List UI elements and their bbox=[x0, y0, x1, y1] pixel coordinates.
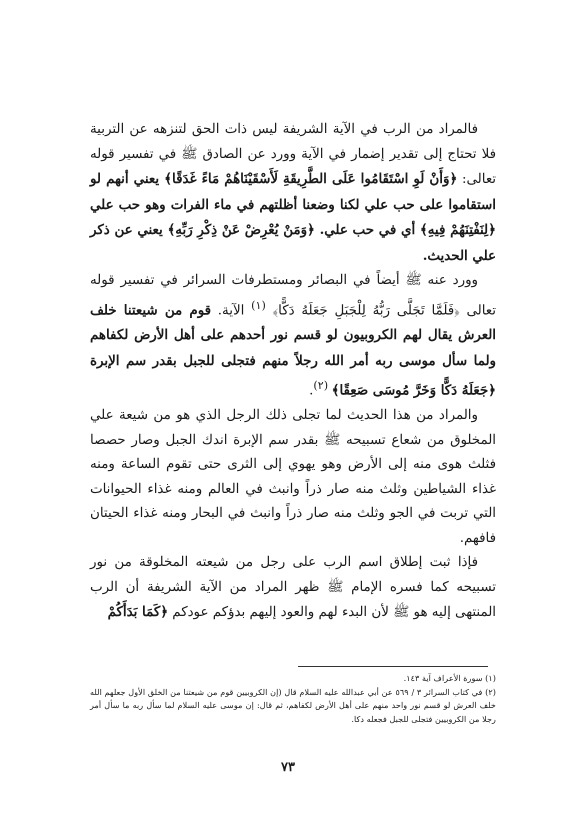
paragraph-4-bold: ﴿كَمَا بَدَأَكُمْ bbox=[107, 604, 169, 621]
footnote-2: (٢) في كتاب السرائر ٣ / ٥٦٩ عن أبي عبدالله عليه السلام قال (إن الكروبيين قوم من شيعتنا من الخلق الأول جعلهم الله خلف العرش لو قسم نور واحد منهم على أهل الأرض لكفاهم، ثم قال: إن موسى عليه السلام لما سأل ربه ما سأل أمر رجلا من الكروبيين فتجلى للجبل فجعله دكا. bbox=[90, 686, 496, 724]
footnote-ref-1: (١) bbox=[251, 298, 266, 312]
paragraph-2-end: . bbox=[309, 383, 314, 399]
paragraph-1 bbox=[90, 118, 496, 269]
paragraph-2-bold: قوم من شيعتنا خلف العرش يقال لهم الكروبيون لو قسم نور أحدهم على أهل الأرض لكفاهم ولما سأل موسى ربه أمر الله رجلاً منهم فتجلى للجبل بقدر سم الإبرة ﴿جَعَلَهُ دَكًّا وَخَرَّ مُوسَى صَعِقًا﴾ bbox=[90, 301, 496, 399]
paragraph-2 bbox=[90, 269, 496, 404]
footnotes bbox=[90, 672, 496, 726]
page-number: ٧٣ bbox=[281, 760, 295, 775]
paragraph-4 bbox=[90, 551, 496, 626]
paragraph-2-text: وورد عنه ﷺ أيضاً في البصائر ومستطرفات السرائر في تفسير قوله تعالى ﴿فَلَمَّا تَجَلَّى رَبُّهُ لِلْجَبَلِ جَعَلَهُ دَكًّا﴾ bbox=[90, 273, 496, 318]
main-text bbox=[90, 118, 496, 626]
paragraph-1-bold: ﴿وَأَنْ لَوِ اسْتَقَامُوا عَلَى الطَّرِيقَةِ لَأَسْقَيْنَاهُمْ مَاءً غَدَقًا﴾ يعني أنهم لو استقاموا على حب علي لكنا وضعنا أظلتهم في ماء الفرات وهو حب علي ﴿لِنَفْتِنَهُمْ فِيهِ﴾ أي في حب علي. ﴿وَمَنْ يُعْرِضْ عَنْ ذِكْرِ رَبِّهِ﴾ يعني عن ذكر علي الحديث. bbox=[90, 171, 496, 264]
paragraph-3: والمراد من هذا الحديث لما تجلى ذلك الرجل الذي هو من شيعة علي المخلوق من شعاع تسبيحه ﷺ بقدر سم الإبرة اندك الجبل وصار حصصا فثلث هوى منه إلى الأرض وهو يهوي إلى الثرى حتى تقوم الساعة ومنه غذاء الشياطين وثلث منه صار ذراً وانبث في العالم ومنه غذاء الحيوانات التي تربت في الجو وثلث منه صار ذراً وانبث في البحار ومنه غذاء الحيتان فافهم. bbox=[90, 408, 496, 546]
paragraph-2-aya: الآية. bbox=[211, 302, 252, 318]
paragraph-4-text: فإذا ثبت إطلاق اسم الرب على رجل من شيعته المخلوقة من نور تسبيحه كما فسره الإمام ﷺ ظهر المراد من الآية الشريفة أن الرب المنتهى إليه هو ﷺ لأن البدء لهم والعود إليهم بدؤكم عودكم bbox=[90, 555, 496, 621]
footnote-ref-2: (٢) bbox=[313, 379, 332, 393]
footnote-1: (١) سورة الأعراف آية ١٤٣. bbox=[403, 673, 496, 683]
paragraph-1-text: فالمراد من الرب في الآية الشريفة ليس ذات الحق لتنزهه عن التربية فلا تحتاج إلى تقدير إضمار في الآية وورد عن الصادق ﷺ في تفسير قوله تعالى: bbox=[90, 122, 497, 187]
footnote-separator bbox=[298, 666, 488, 667]
